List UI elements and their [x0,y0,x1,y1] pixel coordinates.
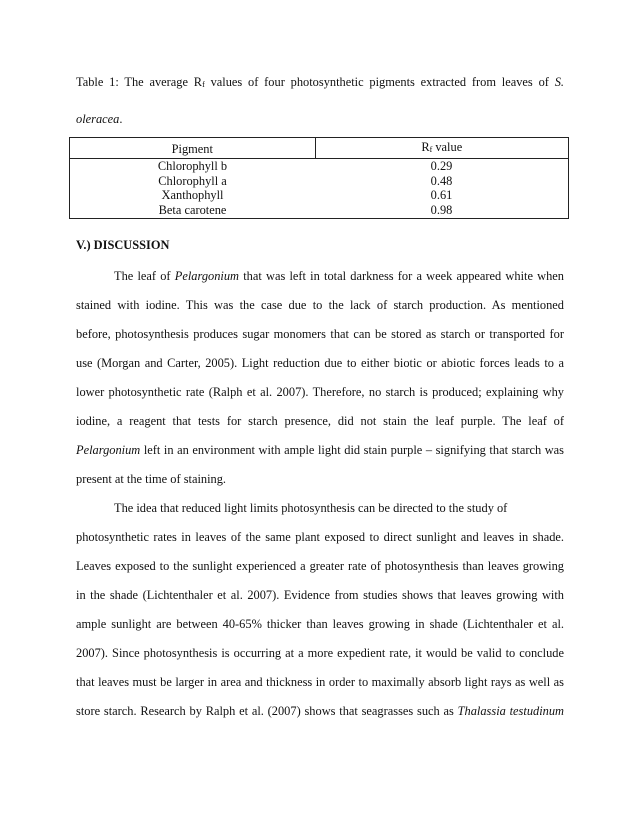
rf-value-column-header [315,138,568,159]
paragraph-line: stained with iodine. This was the case due to the lack of starch production. As mentioned [76,298,564,312]
caption-end: . [119,112,123,126]
pigment-table [69,137,569,219]
pigment-cell: Beta carotene [70,203,316,219]
section-heading: V.) DISCUSSION [76,238,170,252]
caption-prefix: Table 1: The average R [76,75,203,89]
caption-species-epithet: oleracea [76,112,120,126]
table-caption [76,65,564,137]
pigment-cell: Chlorophyll a [70,174,316,188]
paragraph-line: in the shade (Lichtenthaler et al. 2007). Evidence from studies shows that leaves growing with [76,588,564,602]
paragraph-line: Leaves exposed to the sunlight experienced a greater rate of photosynthesis than leaves growing [76,559,564,573]
species-name: Pelargonium [76,443,141,457]
paragraph-line: use (Morgan and Carter, 2005). Light reduction due to either biotic or abiotic forces leads to a [76,356,564,370]
species-name: Pelargonium [174,269,240,283]
caption-line-1 [76,65,564,102]
paragraph-line: 2007). Since photosynthesis is occurring at a more expedient rate, it would be valid to conclude [76,646,564,660]
paragraph-1 [76,262,564,494]
rf-value-cell: 0.98 [315,203,568,219]
paragraph-line: present at the time of staining. [76,472,227,486]
species-name: Thalassia testudinum [457,704,564,718]
paragraph-line [76,697,564,726]
text-run: The leaf of [114,269,175,283]
paragraph-line [76,262,564,291]
table-row [70,188,569,202]
text-run: store starch. Research by Ralph et al. (2007) shows that seagrasses such as [76,704,458,718]
paragraph-line: that leaves must be larger in area and thickness in order to maximally absorb light rays as well as [76,675,564,689]
pigment-cell: Chlorophyll b [70,159,316,174]
table-header-row [70,138,569,159]
pigment-column-header: Pigment [70,138,316,159]
discussion-body [76,262,564,726]
paragraph-2 [76,494,564,726]
caption-subscript: f [202,80,205,89]
rf-header-main: R [421,140,430,154]
table-row [70,174,569,188]
caption-species-genus: S. [554,75,565,89]
rf-header-subscript: f [429,145,433,154]
paragraph-line: photosynthetic rates in leaves of the same plant exposed to direct sunlight and leaves in shade. [76,530,564,544]
pigment-cell: Xanthophyll [70,188,316,202]
paragraph-line: before, photosynthesis produces sugar monomers that can be stored as starch or transported for [76,327,564,341]
table-row [70,159,569,174]
rf-value-cell: 0.29 [315,159,568,174]
rf-header-rest: value [432,140,463,154]
paragraph-line: ample sunlight are between 40-65% thicker than leaves growing in shade (Lichtenthaler et al. [76,617,564,631]
paragraph-line: lower photosynthetic rate (Ralph et al. 2007). Therefore, no starch is produced; explaining why [76,385,564,399]
paragraph-line [76,436,564,465]
text-run: left in an environment with ample light did stain purple – signifying that starch was [140,443,564,457]
rf-value-cell: 0.61 [315,188,568,202]
text-run: that was left in total darkness for a week appeared white when [239,269,564,283]
table-row [70,203,569,219]
paragraph-line: iodine, a reagent that tests for starch presence, did not stain the leaf purple. The leaf of [76,414,564,428]
caption-line-2 [76,102,564,137]
rf-value-cell: 0.48 [315,174,568,188]
paragraph-line: The idea that reduced light limits photosynthesis can be directed to the study of [114,501,508,515]
caption-middle: values of four photosynthetic pigments extracted from leaves of [204,75,555,89]
